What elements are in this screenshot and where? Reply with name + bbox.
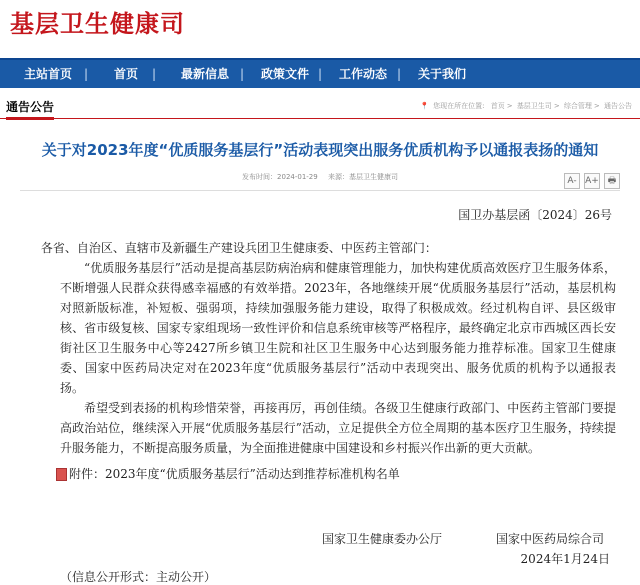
article-paragraph: 希望受到表扬的机构珍惜荣誉，再接再厉，再创佳绩。各级卫生健康行政部门、中医药主管部门要提高政治站位，继续深入开展“优质服务基层行”活动，立足提供全方位全周期的基本医疗卫生服务，持续提升服务能力，不断提高服务质量，为全面推进健康中国建设和乡村振兴作出新的更大贡献。 xyxy=(60,401,616,455)
site-header xyxy=(0,0,640,58)
location-icon: 📍 xyxy=(420,102,430,110)
nav-main-home[interactable]: 主站首页 xyxy=(24,67,73,81)
article-greeting: 各省、自治区、直辖市及新疆生产建设兵团卫生健康委、中医药主管部门： xyxy=(40,241,437,255)
article-paragraph: “优质服务基层行”活动是提高基层防病治病和健康管理能力，加快构建优质高效医疗卫生服务体系，不断增强人民群众获得感幸福感的有效举措。2023年，各地继续开展“优质服务基层行”活动，基层机构对照新版标准，补短板、强弱项，持续加强服务能力建设，取得了积极成效。经过机构自评、县区级审核、省市级复核、国家专家组现场一致性评价和信息系统审核等严格程序，最终确定北京市西城区西长安街社区卫生服务中心等2427所乡镇卫生院和社区卫生服务中心达到服务能力推荐标准。国家卫生健康委、国家中医药局决定对在2023年度“优质服务基层行”活动中表现突出、服务优质的机构予以通报表扬。 xyxy=(60,261,616,395)
article-tools xyxy=(560,168,620,186)
nav-separator: | xyxy=(397,67,402,81)
nav-home[interactable]: 首页 xyxy=(114,67,139,81)
signer-tcm: 国家中医药局综合司 xyxy=(496,532,605,546)
section-bar xyxy=(0,96,640,119)
breadcrumb-item-home[interactable]: 首页 xyxy=(490,102,505,110)
breadcrumb-item-notices[interactable]: 通告公告 xyxy=(604,102,632,110)
article-title: 关于对2023年度“优质服务基层行”活动表现突出服务优质机构予以通报表扬的通知 xyxy=(41,141,599,159)
print-icon[interactable]: 🖶 xyxy=(604,173,620,189)
document-number: 国卫办基层函〔2024〕26号 xyxy=(458,208,612,222)
font-increase-button[interactable]: A+ xyxy=(584,173,600,189)
breadcrumb-item-admin[interactable]: 综合管理 xyxy=(563,102,592,110)
breadcrumb-prefix: 您现在所在位置: xyxy=(433,102,485,110)
signing-date: 2024年1月24日 xyxy=(520,552,610,566)
nav-separator: | xyxy=(84,67,89,81)
main-nav xyxy=(0,58,640,88)
article-meta xyxy=(0,172,640,182)
pdf-icon xyxy=(56,468,67,481)
site-title[interactable]: 基层卫生健康司 xyxy=(10,10,185,38)
nav-latest-info[interactable]: 最新信息 xyxy=(181,67,230,81)
font-decrease-button[interactable]: A- xyxy=(564,173,580,189)
nav-about-us[interactable]: 关于我们 xyxy=(418,67,467,81)
publish-date: 发布时间：2024-01-29 xyxy=(242,173,318,181)
disclosure-note: （信息公开形式：主动公开） xyxy=(60,570,217,584)
breadcrumb-item-dept[interactable]: 基层卫生司 xyxy=(516,102,552,110)
attachment-label[interactable]: 附件：2023年度“优质服务基层行”活动达到推荐标准机构名单 xyxy=(69,467,400,481)
nav-separator: | xyxy=(318,67,323,81)
nav-policy-docs[interactable]: 政策文件 xyxy=(261,67,310,81)
nav-work-news[interactable]: 工作动态 xyxy=(339,67,388,81)
signer-nhc: 国家卫生健康委办公厅 xyxy=(322,532,443,546)
breadcrumb: 📍 您现在所在位置: 首页 > 基层卫生司 > 综合管理 > 通告公告 xyxy=(420,102,632,110)
divider xyxy=(20,190,620,191)
nav-separator: | xyxy=(240,67,245,81)
article-body xyxy=(40,238,616,484)
attachment-link[interactable] xyxy=(56,464,616,484)
article-source: 来源：基层卫生健康司 xyxy=(327,173,398,181)
section-title: 通告公告 xyxy=(6,98,54,120)
nav-separator: | xyxy=(152,67,157,81)
